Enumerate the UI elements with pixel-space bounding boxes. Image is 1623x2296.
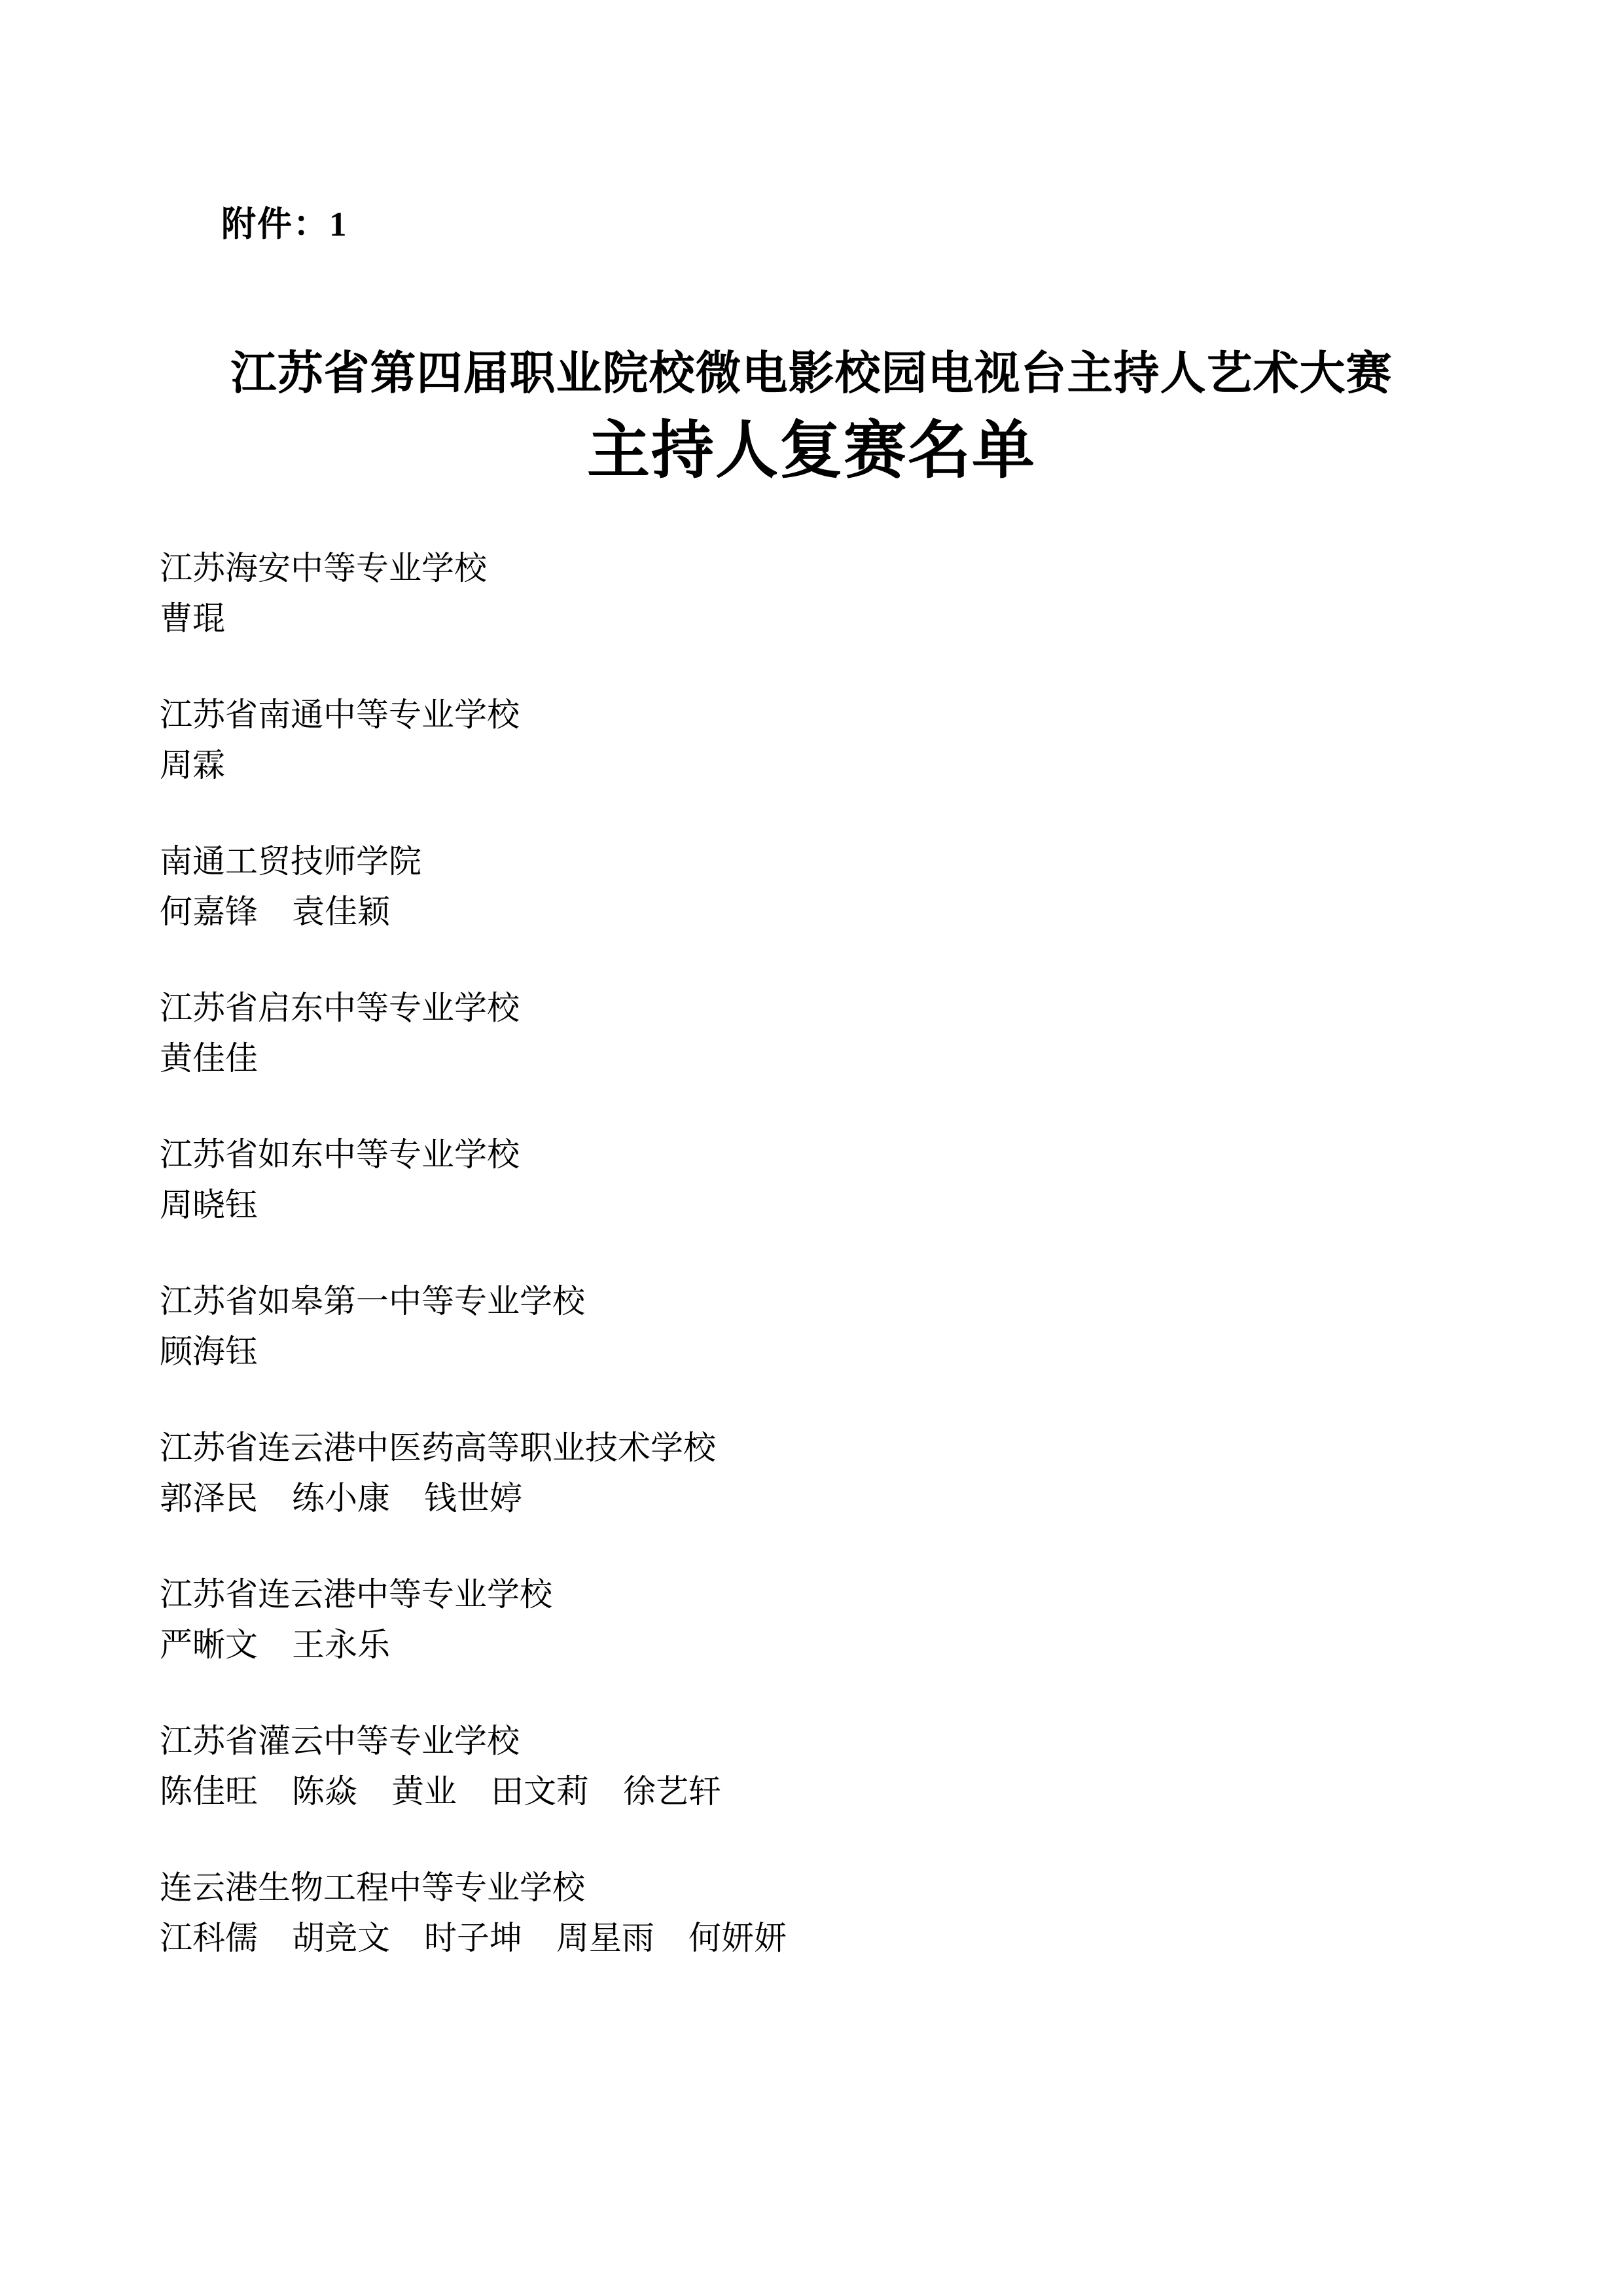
- contestant-name: 顾海钰: [160, 1333, 258, 1370]
- school-block: [160, 983, 1534, 1084]
- contestant-names: [160, 887, 1534, 937]
- school-block: [160, 690, 1534, 791]
- competition-title: 江苏省第四届职业院校微电影校园电视台主持人艺术大赛: [230, 348, 1393, 399]
- attachment-label: 附件：1: [221, 206, 348, 243]
- contestant-names: [160, 1327, 1534, 1377]
- contestant-name: 周晓钰: [160, 1187, 258, 1223]
- school-block: [160, 836, 1534, 937]
- contestant-names: [160, 1767, 1534, 1817]
- roster-list: [160, 543, 1534, 2009]
- school-name: 江苏省灌云中等专业学校: [160, 1723, 520, 1759]
- school-name: 江苏省连云港中等专业学校: [160, 1576, 552, 1613]
- school-block: [160, 1276, 1534, 1377]
- school-name: 江苏省启东中等专业学校: [160, 990, 520, 1026]
- school-name: 江苏省如东中等专业学校: [160, 1136, 520, 1173]
- contestant-names: [160, 1180, 1534, 1230]
- school-name: 江苏省如皋第一中等专业学校: [160, 1283, 585, 1319]
- page-title: 主持人复赛名单: [587, 416, 1036, 486]
- contestant-name: 何妍妍: [688, 1920, 787, 1956]
- contestant-names: [160, 1620, 1534, 1670]
- contestant-names: [160, 1033, 1534, 1084]
- contestant-name: 严晰文: [160, 1626, 258, 1663]
- contestant-name: 周霖: [160, 747, 225, 783]
- contestant-name: 黄业: [391, 1773, 457, 1810]
- contestant-name: 曹琨: [160, 600, 225, 637]
- school-block: [160, 1716, 1534, 1817]
- school-name: 南通工贸技师学院: [160, 843, 421, 880]
- contestant-names: [160, 594, 1534, 644]
- contestant-name: 陈佳旺: [160, 1773, 258, 1810]
- contestant-name: 田文莉: [491, 1773, 589, 1810]
- school-name: 江苏海安中等专业学校: [160, 550, 487, 586]
- contestant-name: 徐艺轩: [623, 1773, 721, 1810]
- school-block: [160, 1130, 1534, 1230]
- school-block: [160, 1423, 1534, 1524]
- contestant-name: 钱世婷: [424, 1480, 522, 1516]
- contestant-name: 江科儒: [160, 1920, 258, 1956]
- school-block: [160, 1570, 1534, 1670]
- school-name: 江苏省连云港中医药高等职业技术学校: [160, 1429, 716, 1466]
- contestant-names: [160, 740, 1534, 791]
- contestant-names: [160, 1473, 1534, 1524]
- contestant-name: 袁佳颖: [292, 893, 390, 930]
- school-name: 连云港生物工程中等专业学校: [160, 1869, 585, 1906]
- contestant-name: 练小康: [292, 1480, 390, 1516]
- contestant-name: 胡竞文: [292, 1920, 390, 1956]
- school-block: [160, 543, 1534, 644]
- contestant-names: [160, 1913, 1534, 1964]
- contestant-name: 周星雨: [556, 1920, 654, 1956]
- contestant-name: 时子坤: [424, 1920, 522, 1956]
- contestant-name: 何嘉锋: [160, 893, 258, 930]
- contestant-name: 王永乐: [292, 1626, 390, 1663]
- contestant-name: 郭泽民: [160, 1480, 258, 1516]
- school-block: [160, 1863, 1534, 1964]
- contestant-name: 黄佳佳: [160, 1040, 258, 1077]
- school-name: 江苏省南通中等专业学校: [160, 696, 520, 733]
- contestant-name: 陈焱: [292, 1773, 357, 1810]
